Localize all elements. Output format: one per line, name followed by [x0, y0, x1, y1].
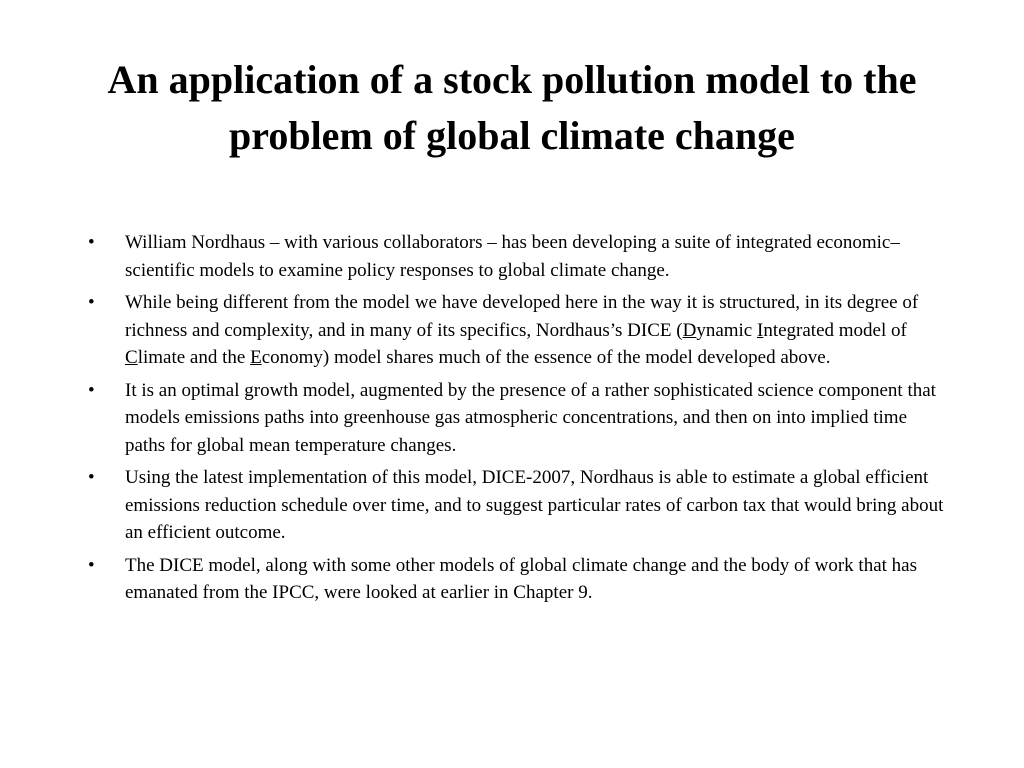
bullet-icon: •	[88, 232, 95, 253]
bullet-text: Using the latest implementation of this model, DICE-2007, Nordhaus is able to estimate a global efficient emissions reduction schedule over time, and to suggest particular rates of carbon tax that would bring about an efficient outcome.	[125, 467, 944, 543]
bullet-text-part: conomy) model shares much of the essence of the model developed above.	[261, 347, 831, 368]
bullet-text: The DICE model, along with some other models of global climate change and the body of work that has emanated from the IPCC, were looked at earlier in Chapter 9.	[125, 554, 917, 603]
bullet-icon: •	[88, 292, 95, 313]
bullet-icon: •	[88, 379, 95, 401]
bullet-text-part: limate and the	[137, 347, 251, 368]
slide-title: An application of a stock pollution model to the problem of global climate change	[107, 57, 917, 158]
bullet-item-2	[88, 289, 948, 372]
bullet-icon: •	[88, 554, 95, 576]
underlined-letter-e: E	[250, 347, 262, 368]
bullet-item-5	[88, 552, 948, 607]
bullet-item-1	[88, 229, 948, 284]
bullet-text-part: ynamic	[696, 319, 757, 341]
underlined-letter-i: I	[757, 319, 764, 341]
bullet-item-4	[88, 464, 948, 547]
underlined-letter-c: C	[125, 347, 138, 368]
bullet-icon: •	[88, 467, 95, 488]
bullet-list	[88, 229, 948, 612]
bullet-text	[125, 292, 918, 368]
bullet-text: It is an optimal growth model, augmented by the presence of a rather sophisticated science component that models emissions paths into greenhouse gas atmospheric concentrations, and then on into implied time paths for global mean temperature changes.	[125, 379, 936, 456]
bullet-text: William Nordhaus – with various collaborators – has been developing a suite of integrated economic–scientific models to examine policy responses to global climate change.	[125, 232, 900, 281]
bullet-item-3	[88, 377, 948, 460]
underlined-letter-d: D	[682, 319, 697, 341]
bullet-text-part: ntegrated model of	[763, 319, 907, 341]
bullet-text-part: While being different from the model we have developed here in the way it is structured, in its degree of richness and complexity, and in many of its specifics, Nordhaus’s DICE (	[125, 292, 919, 341]
